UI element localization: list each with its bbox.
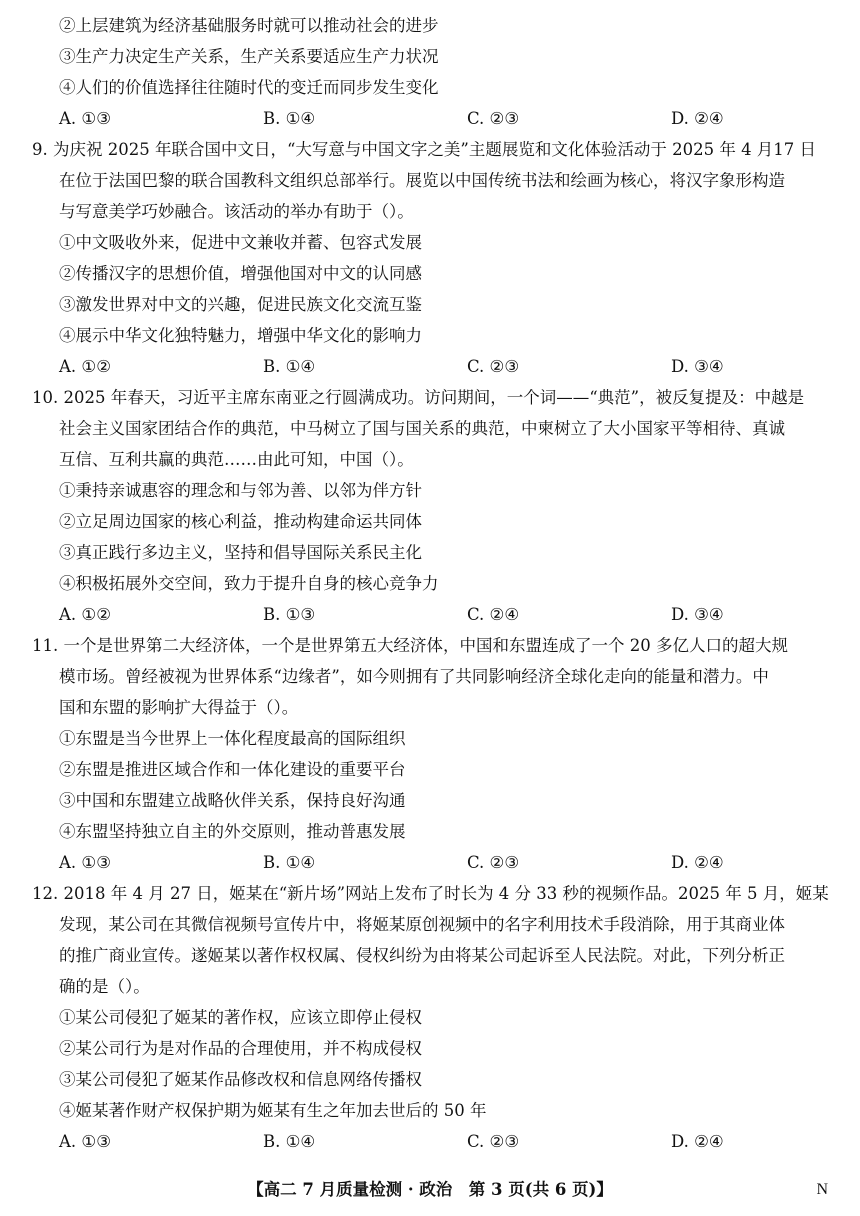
choice-c: C. ②③ — [467, 853, 520, 872]
option-line: ③真正践行多边主义，坚持和倡导国际关系民主化 — [59, 543, 422, 562]
option-line: ②立足周边国家的核心利益，推动构建命运共同体 — [59, 512, 422, 531]
question-stem-line: 的推广商业宣传。遂姬某以著作权权属、侵权纠纷为由将某公司起诉至人民法院。对此，下列分析正 — [59, 946, 785, 965]
choice-d: D. ②④ — [671, 109, 724, 128]
choice-c: C. ②③ — [467, 357, 520, 376]
answer-choices — [32, 1126, 830, 1157]
question-11 — [32, 630, 830, 878]
option-line: ②东盟是推进区域合作和一体化建设的重要平台 — [59, 760, 406, 779]
page-footer: 【高二 7 月质量检测 · 政治 第 3 页(共 6 页)】 — [247, 1180, 613, 1199]
answer-choices — [32, 847, 830, 878]
choice-a: A. ①③ — [59, 109, 111, 128]
question-stem-line: 11. 一个是世界第二大经济体，一个是世界第五大经济体，中国和东盟连成了一个 20 多亿人口的超大规 — [32, 636, 788, 655]
option-line: ①中文吸收外来，促进中文兼收并蓄、包容式发展 — [59, 233, 422, 252]
option-line: ④积极拓展外交空间，致力于提升自身的核心竞争力 — [59, 574, 439, 593]
choice-a: A. ①② — [59, 605, 111, 624]
choice-a: A. ①② — [59, 357, 111, 376]
question-9 — [32, 134, 830, 382]
option-line: ①东盟是当今世界上一体化程度最高的国际组织 — [59, 729, 406, 748]
option-line: ③生产力决定生产关系，生产关系要适应生产力状况 — [59, 47, 439, 66]
option-line: ①秉持亲诚惠容的理念和与邻为善、以邻为伴方针 — [59, 481, 422, 500]
choice-c: C. ②③ — [467, 1132, 520, 1151]
option-line: ④姬某著作财产权保护期为姬某有生之年加去世后的 50 年 — [59, 1101, 487, 1120]
question-stem-line: 9. 为庆祝 2025 年联合国中文日，“大写意与中国文字之美”主题展览和文化体验活动于 2025 年 4 月17 日 — [32, 140, 817, 159]
choice-d: D. ③④ — [671, 357, 724, 376]
answer-choices — [32, 351, 830, 382]
option-line: ③中国和东盟建立战略伙伴关系，保持良好沟通 — [59, 791, 406, 810]
answer-choices — [32, 599, 830, 630]
option-line: ③某公司侵犯了姬某作品修改权和信息网络传播权 — [59, 1070, 422, 1089]
choice-b: B. ①④ — [263, 853, 316, 872]
question-stem-line: 社会主义国家团结合作的典范，中马树立了国与国关系的典范，中柬树立了大小国家平等相待、真诚 — [59, 419, 785, 438]
option-line: ④东盟坚持独立自主的外交原则，推动普惠发展 — [59, 822, 406, 841]
question-stem-line: 确的是（）。 — [59, 977, 150, 996]
choice-a: A. ①③ — [59, 1132, 111, 1151]
question-8-tail — [32, 10, 830, 134]
choice-b: B. ①④ — [263, 109, 316, 128]
question-stem-line: 在位于法国巴黎的联合国教科文组织总部举行。展览以中国传统书法和绘画为核心，将汉字象形构造 — [59, 171, 785, 190]
choice-b: B. ①④ — [263, 1132, 316, 1151]
option-line: ④展示中华文化独特魅力，增强中华文化的影响力 — [59, 326, 422, 345]
question-stem-line: 与写意美学巧妙融合。该活动的举办有助于（）。 — [59, 202, 414, 221]
footer-code: N — [816, 1181, 828, 1198]
question-12 — [32, 878, 830, 1157]
option-line: ④人们的价值选择往往随时代的变迁而同步发生变化 — [59, 78, 439, 97]
choice-b: B. ①④ — [263, 357, 316, 376]
choice-d: D. ③④ — [671, 605, 724, 624]
question-10 — [32, 382, 830, 630]
choice-c: C. ②④ — [467, 605, 520, 624]
question-stem-line: 12. 2018 年 4 月 27 日，姬某在“新片场”网站上发布了时长为 4 分 33 秒的视频作品。2025 年 5 月，姬某 — [32, 884, 829, 903]
option-line: ②上层建筑为经济基础服务时就可以推动社会的进步 — [59, 16, 439, 35]
question-stem-line: 10. 2025 年春天，习近平主席东南亚之行圆满成功。访问期间，一个词——“典范”，被反复提及：中越是 — [32, 388, 805, 407]
choice-a: A. ①③ — [59, 853, 111, 872]
question-stem-line: 发现，某公司在其微信视频号宣传片中，将姬某原创视频中的名字利用技术手段消除，用于其商业体 — [59, 915, 785, 934]
choice-b: B. ①③ — [263, 605, 316, 624]
choice-d: D. ②④ — [671, 1132, 724, 1151]
question-stem-line: 模市场。曾经被视为世界体系“边缘者”，如今则拥有了共同影响经济全球化走向的能量和潜力。中 — [59, 667, 769, 686]
option-line: ③激发世界对中文的兴趣，促进民族文化交流互鉴 — [59, 295, 422, 314]
choice-d: D. ②④ — [671, 853, 724, 872]
question-stem-line: 国和东盟的影响扩大得益于（）。 — [59, 698, 299, 717]
answer-choices — [32, 103, 830, 134]
option-line: ①某公司侵犯了姬某的著作权，应该立即停止侵权 — [59, 1008, 422, 1027]
question-stem-line: 互信、互利共赢的典范……由此可知，中国（）。 — [59, 450, 414, 469]
option-line: ②某公司行为是对作品的合理使用，并不构成侵权 — [59, 1039, 422, 1058]
choice-c: C. ②③ — [467, 109, 520, 128]
option-line: ②传播汉字的思想价值，增强他国对中文的认同感 — [59, 264, 422, 283]
